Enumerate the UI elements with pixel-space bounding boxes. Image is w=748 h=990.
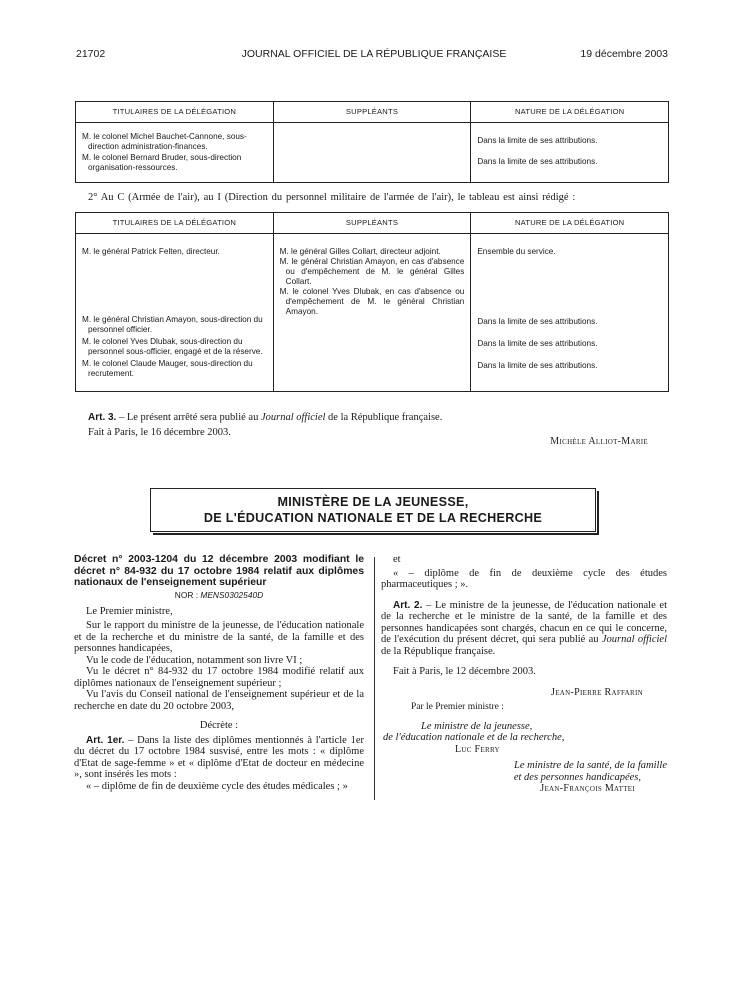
nature-entry: Dans la limite de ses attributions. (477, 361, 598, 370)
par-le-premier-ministre: Par le Premier ministre : (411, 702, 504, 712)
suppleants-cell (273, 234, 471, 392)
et-conjunction: et (393, 554, 401, 565)
nature-entry: Dans la limite de ses attributions. (477, 317, 598, 326)
titulaire-entry: M. le colonel Bernard Bruder, sous-direction organisation-ressources. (82, 153, 242, 172)
signature-ferry: Luc Ferry (455, 743, 500, 755)
visa-avis-conseil: Vu l'avis du Conseil national de l'enseignement supérieur et de la recherche en date du 20 octobre 2003, (74, 689, 364, 712)
column-divider (374, 557, 375, 800)
col-header-suppleants: SUPPLÉANTS (273, 213, 471, 234)
visa-rapport: Sur le rapport du ministre de la jeunesse, de l'éducation nationale et de la recherche et du ministre de la santé, de la famille et des personnes handicapées, (74, 620, 364, 654)
quote-medicales: « – diplôme de fin de deuxième cycle des études médicales ; » (86, 780, 348, 792)
suppleant-entry: M. le général Christian Amayon, en cas d'absence ou d'empêchement de M. le général Gilles Collart. (279, 257, 465, 286)
titulaires-cell (76, 234, 274, 392)
nature-entry: Dans la limite de ses attributions. (477, 136, 598, 145)
delegation-table-2 (75, 212, 669, 392)
col-header-nature: NATURE DE LA DÉLÉGATION (471, 102, 669, 123)
delegation-table-1 (75, 101, 669, 183)
banner-line-2: DE L'ÉDUCATION NATIONALE ET DE LA RECHERCHE (203, 511, 543, 525)
titulaire-entry: M. le colonel Michel Bauchet-Cannone, sous-direction administration-finances. (82, 132, 247, 151)
minister-jeunesse-title-2: de l'éducation nationale et de la recherche, (383, 732, 565, 743)
journal-title: JOURNAL OFFICIEL DE LA RÉPUBLIQUE FRANÇAISE (241, 48, 507, 60)
visa-decret-1984: Vu le décret n° 84-932 du 17 octobre 1984 modifié relatif aux diplômes nationaux de l'enseignement supérieur ; (74, 666, 364, 689)
signature-mattei: Jean-François Mattei (540, 783, 635, 794)
col-header-nature: NATURE DE LA DÉLÉGATION (471, 213, 669, 234)
fait-a-paris-art3: Fait à Paris, le 16 décembre 2003. (88, 427, 231, 438)
minister-jeunesse-title: Le ministre de la jeunesse, (421, 720, 533, 732)
nature-entry: Dans la limite de ses attributions. (477, 157, 598, 166)
minister-sante-title: Le ministre de la santé, de la famille (513, 760, 667, 771)
nor-reference: NOR : MENS0302540D (174, 589, 264, 600)
banner-line-1: MINISTÈRE DE LA JEUNESSE, (277, 495, 469, 509)
article-2: Art. 2. – Le ministre de la jeunesse, de l'éducation nationale et de la recherche et le ministre de la santé, de la famille et des personnes handicapées sont chargés, chacun en ce qui le concerne, de l'exécution du présent décret, qui sera publié au Journal officiel de la République française. (381, 599, 667, 657)
nature-entry: Ensemble du service. (477, 247, 556, 256)
col-header-titulaires: TITULAIRES DE LA DÉLÉGATION (76, 102, 274, 123)
decree-left-column (74, 554, 364, 792)
decrete: Décrète : (199, 720, 239, 731)
nature-cell (471, 234, 669, 392)
article-1: Art. 1er. – Dans la liste des diplômes mentionnés à l'article 1er du décret du 17 octobre 1984 susvisé, entre les mots : « diplôme d'Etat de sage-femme » et « diplôme d'Etat de docteur en médecine », sont insérés les mots : (74, 734, 364, 780)
fait-a-paris-decree: Fait à Paris, le 12 décembre 2003. (393, 666, 536, 677)
titulaire-entry: M. le colonel Yves Dlubak, sous-direction du personnel sous-officier, engagé et de la réserve. (82, 337, 263, 356)
issue-date: 19 décembre 2003 (580, 48, 668, 60)
suppleants-cell (273, 123, 471, 183)
titulaire-entry: M. le général Christian Amayon, sous-direction du personnel officier. (82, 315, 263, 334)
page-number: 21702 (76, 48, 106, 60)
quote-pharmaceutiques: « – diplôme de fin de deuxième cycle des études pharmaceutiques ; ». (381, 567, 667, 590)
article-3: Art. 3. – Le présent arrêté sera publié au Journal officiel de la République française. (88, 412, 443, 423)
col-header-suppleants: SUPPLÉANTS (273, 102, 471, 123)
nature-entry: Dans la limite de ses attributions. (477, 339, 598, 348)
ministry-banner (150, 488, 596, 532)
intro-paragraph: 2° Au C (Armée de l'air), au I (Direction du personnel militaire de l'armée de l'air), le tableau est ainsi rédigé : (88, 192, 576, 203)
suppleant-entry: M. le colonel Yves Dlubak, en cas d'absence ou d'empêchement de M. le général Christian Amayon. (279, 287, 465, 316)
titulaires-cell (76, 123, 274, 183)
signature-alliot-marie: Michèle Alliot-Marie (550, 436, 648, 447)
visa-code-education: Vu le code de l'éducation, notamment son livre VI ; (86, 654, 303, 666)
titulaire-entry: M. le général Patrick Felten, directeur. (82, 247, 220, 256)
col-header-titulaires: TITULAIRES DE LA DÉLÉGATION (76, 213, 274, 234)
signature-raffarin: Jean-Pierre Raffarin (551, 686, 643, 698)
suppleant-entry: M. le général Gilles Collart, directeur adjoint. (279, 247, 441, 256)
nature-cell (471, 123, 669, 183)
titulaire-entry: M. le colonel Claude Mauger, sous-direction du recrutement. (82, 359, 253, 378)
premier-ministre-line: Le Premier ministre, (86, 605, 173, 617)
decree-title: Décret n° 2003-1204 du 12 décembre 2003 modifiant le décret n° 84-932 du 17 octobre 1984 relatif aux diplômes nationaux de l'enseignement supérieur (74, 554, 364, 588)
minister-sante-title-2: et des personnes handicapées, (513, 771, 641, 783)
article-label: Art. 3. (88, 412, 117, 423)
decree-right-column (381, 554, 667, 795)
